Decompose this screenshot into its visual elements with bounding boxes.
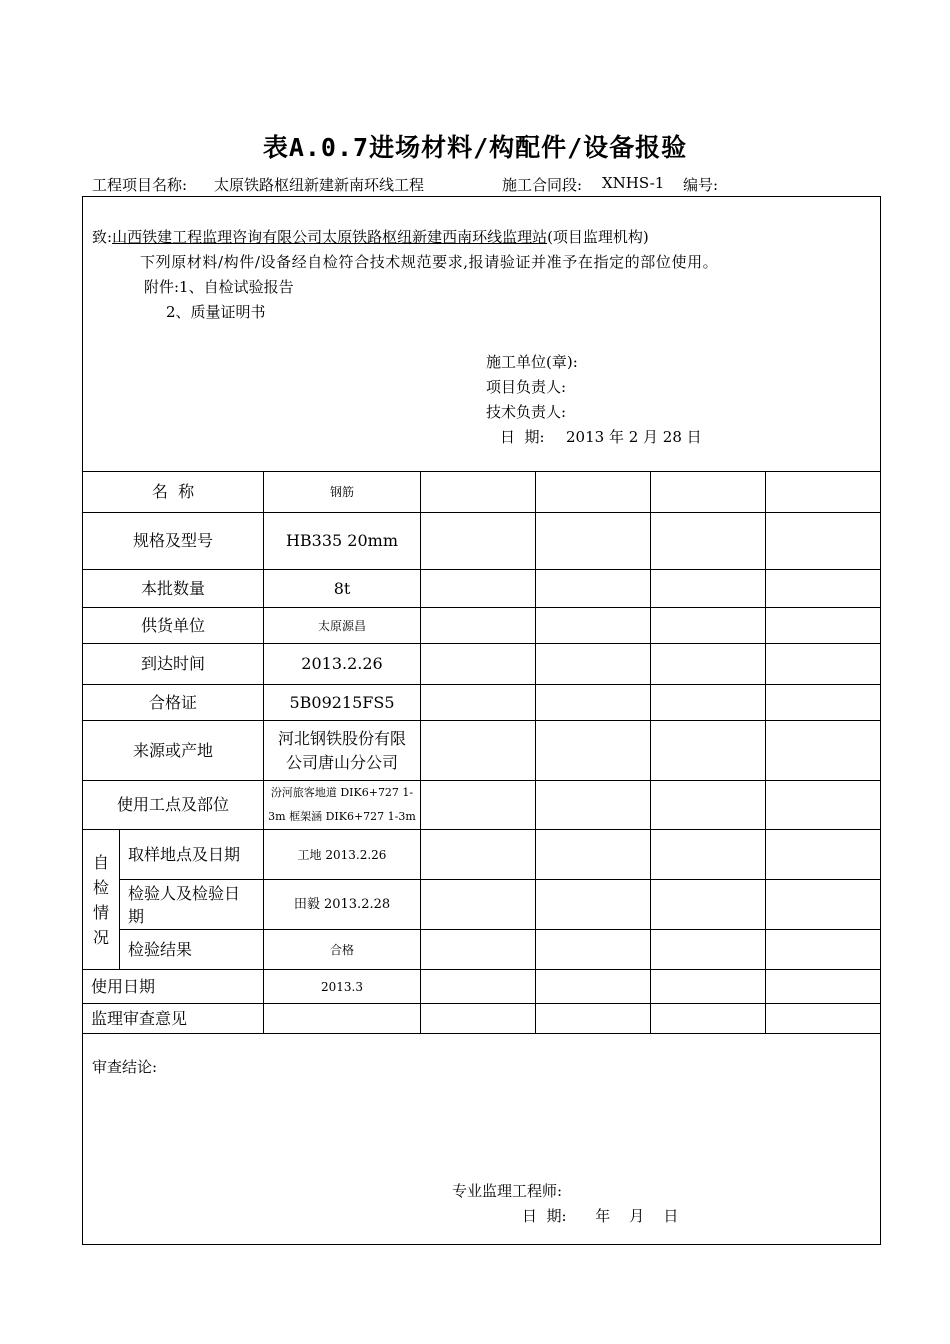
spec-value: HB335 20mm [285,531,399,550]
supplier-value: 太原源昌 [317,618,366,633]
contract-label: 施工合同段: [502,176,583,194]
self-check-group-label [83,830,119,969]
name-label: 名 称 [151,482,195,501]
self-check-char: 自 [92,852,109,872]
supplier-label: 供货单位 [140,615,205,635]
project-name-label: 工程项目名称: [92,176,188,194]
sampling-label: 取样地点及日期 [128,844,241,864]
review-conclusion-label: 审查结论: [92,1058,158,1076]
supervision-org: 山西铁建工程监理咨询有限公司太原铁路枢纽新建西南环线监理站 [112,228,548,246]
supervision-opinion-label: 监理审查意见 [91,1008,188,1028]
usage-location-label: 使用工点及部位 [116,795,229,814]
arrival-label: 到达时间 [140,654,205,673]
construction-unit-label: 施工单位(章): [486,353,578,371]
number-label: 编号: [683,176,719,194]
inspector-value: 田毅 2013.2.28 [293,896,391,912]
signature-date: 2013 年 2 月 28 日 [566,428,702,446]
result-label: 检验结果 [128,939,193,959]
supervision-org-suffix: (项目监理机构) [547,228,649,246]
supervision-opinion-value[interactable] [264,1004,420,1033]
self-check-char: 情 [92,902,109,922]
supervision-engineer-label: 专业监理工程师: [452,1182,563,1200]
form-title: 表A.0.7进场材料/构配件/设备报验 [262,133,688,162]
use-date-label: 使用日期 [91,976,156,996]
origin-value-line-1: 河北钢铁股份有限 [277,728,406,748]
row-divider [82,1033,881,1034]
project-name: 太原铁路枢纽新建新南环线工程 [214,176,425,194]
origin-value-line-2: 公司唐山分公司 [285,752,398,772]
contract-value: XNHS-1 [602,174,665,192]
to-label: 致: [92,228,113,246]
review-date-line: 日 期: 年 月 日 [522,1207,679,1225]
column-divider [650,471,651,1033]
certificate-label: 合格证 [148,692,197,712]
usage-location-line-2: 3m 框架涵 DIK6+727 1-3m [268,810,416,823]
inspector-label-line-1: 检验人及检验日 [128,883,241,903]
attachment-1: 附件:1、自检试验报告 [144,278,294,296]
arrival-value: 2013.2.26 [301,654,383,673]
inspection-statement: 下列原材料/构件/设备经自检符合技术规范要求,报请验证并准予在指定的部位使用。 [140,253,719,271]
signature-date-label: 日 期: [500,428,545,446]
quantity-value: 8t [333,578,351,598]
name-value: 钢筋 [329,485,354,499]
column-divider [420,471,421,1033]
usage-location-value [264,781,420,829]
project-manager-label: 项目负责人: [486,378,567,396]
result-value: 合格 [329,942,354,957]
inspector-label-line-2: 期 [128,906,145,926]
technical-manager-label: 技术负责人: [486,403,567,421]
quantity-label: 本批数量 [140,578,205,598]
self-check-char: 检 [92,877,109,897]
sampling-value: 工地 2013.2.26 [297,847,387,862]
use-date-value: 2013.3 [321,979,363,994]
usage-location-line-1: 汾河旅客地道 DIK6+727 1- [270,786,414,799]
attachment-2: 2、质量证明书 [166,303,266,321]
origin-value [264,721,420,780]
column-divider [765,471,766,1033]
column-divider [535,471,536,1033]
origin-label: 来源或产地 [132,740,213,760]
spec-label: 规格及型号 [132,531,213,550]
inspector-label [120,880,263,929]
self-check-char: 况 [92,927,109,947]
certificate-value: 5B09215FS5 [289,692,395,712]
